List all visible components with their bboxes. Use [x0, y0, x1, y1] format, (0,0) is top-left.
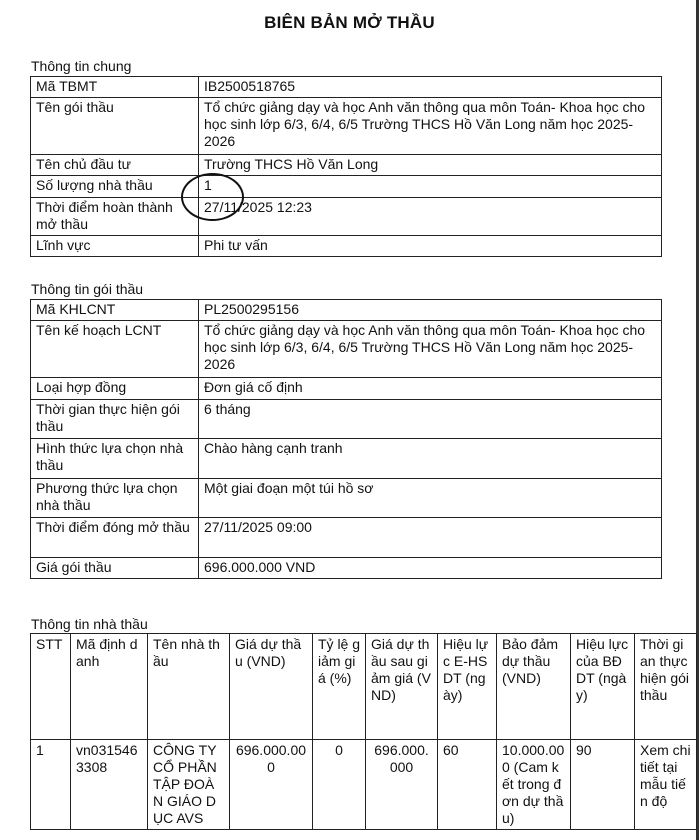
row-label: Giá gói thầu	[31, 558, 199, 579]
row-value: Chào hàng cạnh tranh	[199, 439, 662, 479]
row-label: Lĩnh vực	[31, 236, 199, 257]
row-value: Một giai đoạn một túi hồ sơ	[199, 479, 662, 518]
row-value: 696.000.000 VND	[199, 558, 662, 579]
table-row	[31, 198, 662, 236]
table-row	[31, 300, 662, 321]
general-info-table	[30, 76, 662, 257]
table-row	[31, 77, 662, 98]
table-row	[31, 98, 662, 155]
table-cell: vn0315463308	[71, 740, 148, 830]
table-row	[31, 518, 662, 558]
table-cell: 90	[571, 740, 635, 830]
row-label: Mã TBMT	[31, 77, 199, 98]
row-label: Loại hợp đồng	[31, 378, 199, 400]
row-value: Phi tư vấn	[199, 236, 662, 257]
table-cell: Xem chi tiết tại mẫu tiến độ	[635, 740, 697, 830]
table-cell: 60	[438, 740, 497, 830]
row-value: 27/11/2025 12:23	[199, 198, 662, 236]
table-row	[31, 740, 697, 830]
section-heading-general: Thông tin chung	[31, 58, 132, 74]
column-header: Giá dự thầu (VND)	[230, 634, 313, 740]
row-label: Tên kế hoạch LCNT	[31, 321, 199, 378]
row-value: PL2500295156	[199, 300, 662, 321]
column-header: Hiệu lực của BĐ DT (ngày)	[571, 634, 635, 740]
row-label: Thời gian thực hiện gói thầu	[31, 400, 199, 439]
row-value: Đơn giá cố định	[199, 378, 662, 400]
section-heading-bidders: Thông tin nhà thầu	[31, 616, 148, 632]
table-row	[31, 155, 662, 176]
row-label: Phương thức lựa chọn nhà thầu	[31, 479, 199, 518]
table-cell: 10.000.000 (Cam kết trong đơn dự thầu)	[497, 740, 571, 830]
row-value: Tổ chức giảng dạy và học Anh văn thông qua môn Toán- Khoa học cho học sinh lớp 6/3, 6/4, 6/5 Trường THCS Hồ Văn Long năm học 2025-2026	[199, 321, 662, 378]
row-value: Trường THCS Hồ Văn Long	[199, 155, 662, 176]
table-cell: 1	[31, 740, 71, 830]
column-header: Tỷ lệ giảm giá (%)	[313, 634, 366, 740]
row-value: 6 tháng	[199, 400, 662, 439]
column-header: Bảo đảm dự thầu (VND)	[497, 634, 571, 740]
hand-drawn-circle-annotation	[181, 173, 244, 221]
row-label: Số lượng nhà thầu	[31, 176, 199, 198]
row-label: Thời điểm đóng mở thầu	[31, 518, 199, 558]
column-header: Mã định danh	[71, 634, 148, 740]
row-label: Tên chủ đầu tư	[31, 155, 199, 176]
column-header: Tên nhà thầu	[148, 634, 230, 740]
column-header: STT	[31, 634, 71, 740]
row-value: 1	[199, 176, 662, 198]
column-header: Giá dự thầu sau giảm giá (VND)	[366, 634, 438, 740]
row-label: Hình thức lựa chọn nhà thầu	[31, 439, 199, 479]
table-row	[31, 236, 662, 257]
row-value: Tổ chức giảng dạy và học Anh văn thông qua môn Toán- Khoa học cho học sinh lớp 6/3, 6/4, 6/5 Trường THCS Hồ Văn Long năm học 2025-2026	[199, 98, 662, 155]
table-cell: CÔNG TY CỔ PHẦN TẬP ĐOÀN GIÁO DỤC AVS	[148, 740, 230, 830]
table-row	[31, 378, 662, 400]
column-header: Thời gian thực hiện gói thầu	[635, 634, 697, 740]
document-title: BIÊN BẢN MỞ THẦU	[264, 13, 435, 32]
row-label: Mã KHLCNT	[31, 300, 199, 321]
table-cell: 696.000.000	[366, 740, 438, 830]
row-value: IB2500518765	[199, 77, 662, 98]
column-header: Hiệu lực E-HSDT (ngày)	[438, 634, 497, 740]
table-row	[31, 479, 662, 518]
bidders-table	[30, 633, 697, 830]
table-row	[31, 558, 662, 579]
table-cell: 696.000.000	[230, 740, 313, 830]
table-row	[31, 400, 662, 439]
row-label: Thời điểm hoàn thành mở thầu	[31, 198, 199, 236]
section-heading-package: Thông tin gói thầu	[31, 281, 144, 297]
row-label: Tên gói thầu	[31, 98, 199, 155]
table-row	[31, 321, 662, 378]
table-cell: 0	[313, 740, 366, 830]
table-row	[31, 176, 662, 198]
table-row	[31, 439, 662, 479]
row-value: 27/11/2025 09:00	[199, 518, 662, 558]
table-header-row	[31, 634, 697, 740]
package-info-table	[30, 299, 662, 579]
